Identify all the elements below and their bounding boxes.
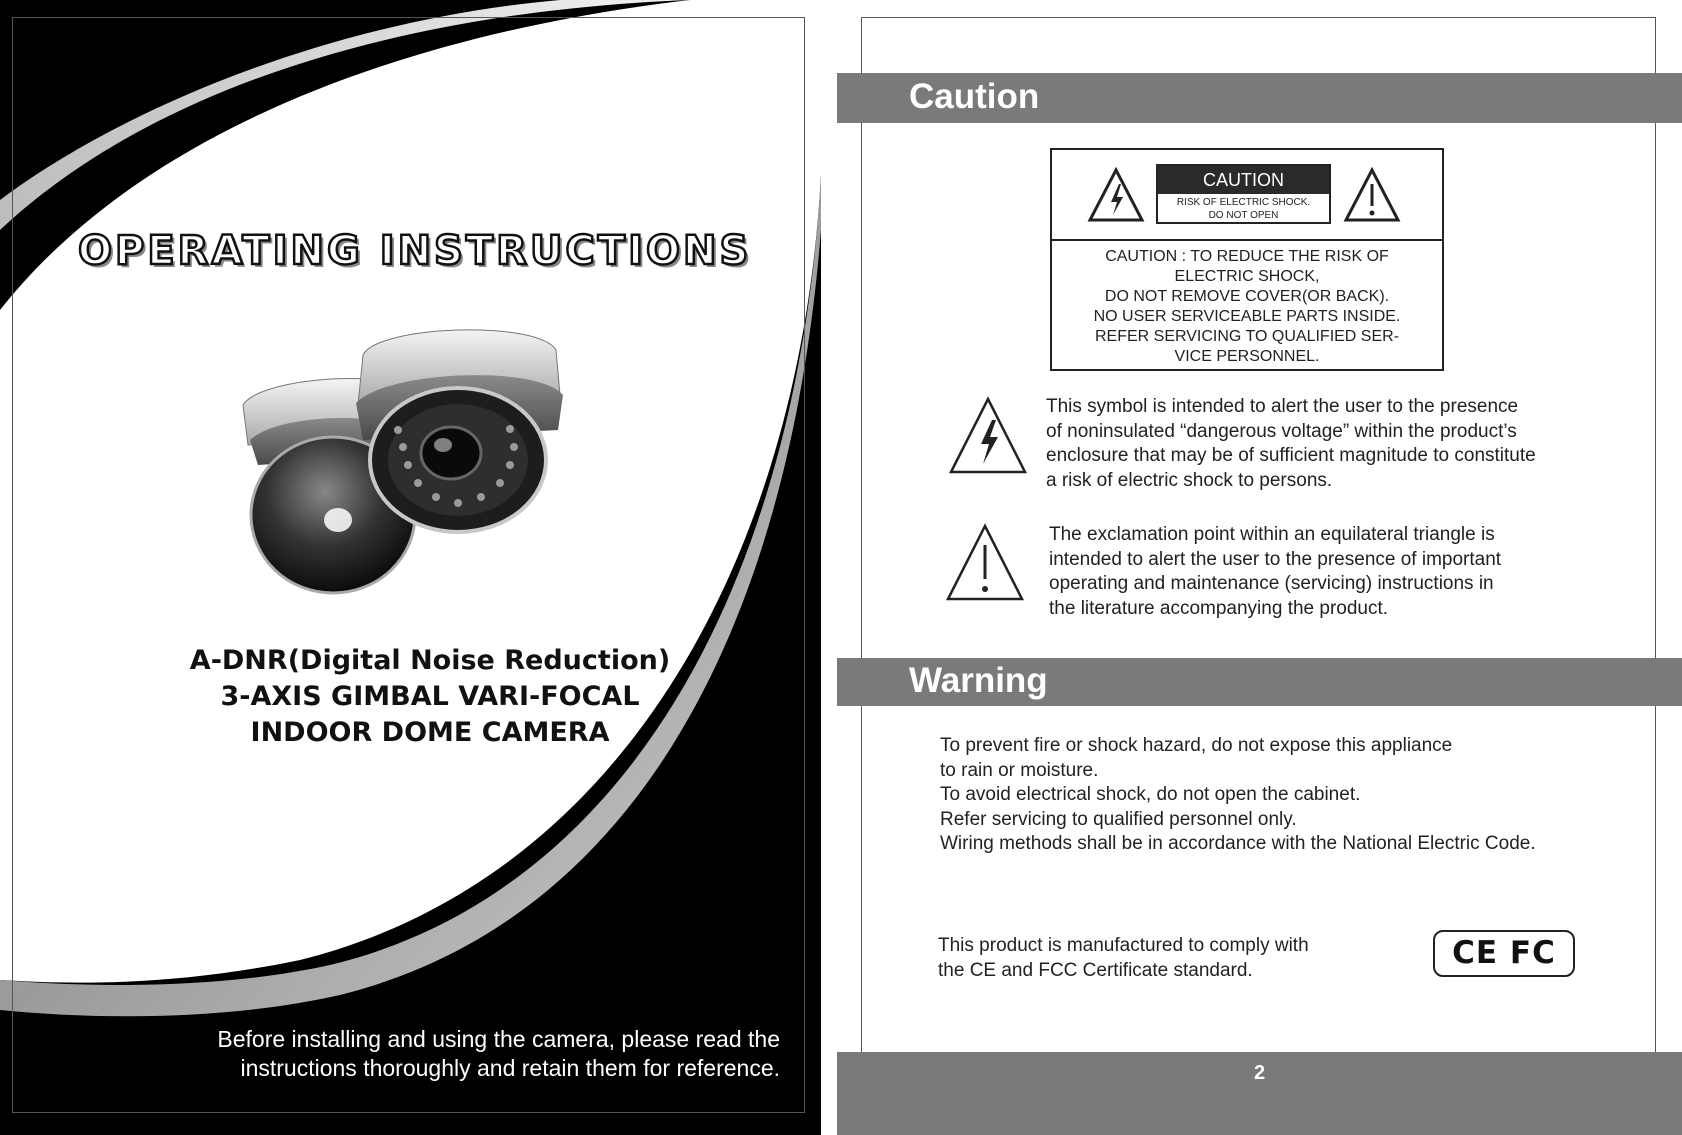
lightning-text-line: This symbol is intended to alert the user to the presence <box>1046 396 1519 417</box>
page-number: 2 <box>1253 1062 1266 1084</box>
caution-label-line: ELECTRIC SHOCK, <box>1174 268 1320 285</box>
caution-label-box-title: CAUTION <box>1158 166 1329 194</box>
subtitle-line: A-DNR(Digital Noise Reduction) <box>189 645 671 676</box>
compliance-text <box>938 933 1309 983</box>
subtitle-line: INDOOR DOME CAMERA <box>250 717 610 748</box>
lightning-text-line: enclosure that may be of sufficient magnitude to constitute <box>1046 445 1536 466</box>
compliance-line: the CE and FCC Certificate standard. <box>938 960 1253 981</box>
caution-label-line: DO NOT REMOVE COVER(OR BACK). <box>1104 288 1390 305</box>
caution-label-line: CAUTION : TO REDUCE THE RISK OF <box>1105 248 1389 265</box>
exclamation-triangle-icon <box>1343 167 1401 223</box>
caution-label-box <box>1156 164 1331 224</box>
warning-line: To avoid electrical shock, do not open the cabinet. <box>940 784 1361 805</box>
lightning-triangle-icon <box>1087 167 1145 223</box>
caution-heading: Caution <box>909 77 1040 116</box>
exclamation-text-line: operating and maintenance (servicing) instructions in <box>1049 573 1494 594</box>
caution-label-line: REFER SERVICING TO QUALIFIED SER- <box>1094 328 1400 345</box>
exclamation-text-line: The exclamation point within an equilateral triangle is <box>1049 524 1495 545</box>
dome-camera-illustration <box>238 325 608 615</box>
lightning-triangle-icon <box>948 396 1028 475</box>
lightning-text-line: a risk of electric shock to persons. <box>1046 469 1333 491</box>
exclamation-text-line: intended to alert the user to the presence of important <box>1049 548 1502 570</box>
warning-header-band <box>837 658 1682 706</box>
warning-line: to rain or moisture. <box>940 759 1099 781</box>
exclamation-symbol-text <box>1049 523 1501 621</box>
caution-label-header <box>1052 150 1442 241</box>
cover-note <box>140 1025 780 1083</box>
caution-label-text <box>1052 241 1442 367</box>
lightning-symbol-text <box>1046 395 1536 493</box>
caution-label-line: VICE PERSONNEL. <box>1174 348 1320 365</box>
cover-title: OPERATING INSTRUCTIONS <box>78 228 752 274</box>
cover-note-line: instructions thoroughly and retain them for reference. <box>240 1055 780 1081</box>
compliance-line: This product is manufactured to comply with <box>938 935 1309 956</box>
warning-line: To prevent fire or shock hazard, do not expose this appliance <box>940 735 1453 756</box>
warning-heading: Warning <box>909 661 1048 700</box>
warning-line: Refer servicing to qualified personnel only. <box>940 808 1297 830</box>
caution-label-box-text <box>1158 194 1329 222</box>
footer-band <box>837 1052 1682 1135</box>
cover-subtitle <box>150 643 710 751</box>
cover-page <box>0 0 821 1135</box>
safety-page <box>837 0 1682 1135</box>
lightning-text-line: of noninsulated “dangerous voltage” within the product’s <box>1046 420 1517 442</box>
warning-text <box>940 734 1536 857</box>
exclamation-triangle-icon <box>945 523 1025 602</box>
caution-label-box-line: DO NOT OPEN <box>1208 210 1279 221</box>
subtitle-line: 3-AXIS GIMBAL VARI-FOCAL <box>220 681 640 712</box>
caution-label-box-line: RISK OF ELECTRIC SHOCK. <box>1176 197 1311 208</box>
cover-note-line: Before installing and using the camera, please read the <box>217 1026 780 1052</box>
warning-line: Wiring methods shall be in accordance with the National Electric Code. <box>940 833 1536 854</box>
exclamation-text-line: the literature accompanying the product. <box>1049 597 1389 619</box>
caution-header-band <box>837 73 1682 123</box>
caution-label-line: NO USER SERVICEABLE PARTS INSIDE. <box>1093 308 1401 325</box>
caution-label <box>1050 148 1444 371</box>
ce-fcc-certification-badge: CE FC <box>1433 930 1575 977</box>
